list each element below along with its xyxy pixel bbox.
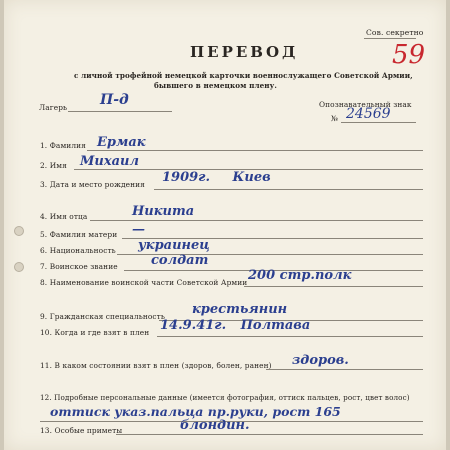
camp-line [68,111,172,112]
field-value-nationality: украинец [138,238,210,253]
document-subtitle-2: бывшего в немецком плену. [154,81,277,90]
field-label-marks: 13. Особые приметы [40,426,123,435]
field-label-profession: 9. Гражданская специальность [40,312,165,321]
field-line-surname [87,150,423,151]
field-line-condition [266,369,423,370]
field-value-condition: здоров. [292,353,349,368]
tag-value: 24569 [346,106,391,122]
tag-line [341,122,416,123]
field-label-personal: 12. Подробные персональные данные (имеется фотография, оттиск пальцев, рост, цвет волос) [40,393,410,402]
field-value-captured: 14.9.41г. Полтава [160,318,311,333]
field-label-nationality: 6. Национальность [40,246,116,255]
field-value-marks: блондин. [180,418,250,433]
page-number: 59 [392,40,426,70]
field-line-marks [116,434,423,435]
field-line-captured [157,336,423,337]
document-page [4,0,446,450]
field-value-father: Никита [132,204,195,219]
field-value-rank: солдат [151,253,209,268]
tag-no-label: № [331,114,339,123]
tag-label: Опознавательный знак [319,100,412,109]
field-label-captured: 10. Когда и где взят в плен [40,328,150,337]
field-label-unit: 8. Наименование воинской части Советской Армии [40,278,248,287]
document-subtitle-1: с личной трофейной немецкой карточки военнослужащего Советской Армии, [74,71,413,80]
field-label-father: 4. Имя отца [40,212,88,221]
field-value-birth: 1909г. Киев [162,170,271,185]
secret-stamp: Сов. секретно [366,28,424,37]
field-line-father [90,220,423,221]
field-value-profession: крестьянин [192,302,288,317]
camp-label: Лагерь [39,103,68,112]
field-value-surname: Ермак [97,135,146,150]
punch-hole [14,226,24,236]
field-label-surname: 1. Фамилия [40,141,86,150]
field-label-mother: 5. Фамилия матери [40,230,118,239]
secret-underline [364,38,416,39]
field-value-mother: — [132,222,145,237]
field-label-name: 2. Имя [40,161,67,170]
field-value-name: Михаил [80,154,139,169]
field-line-unit [244,286,423,287]
field-line-birth [154,189,423,190]
field-label-condition: 11. В каком состоянии взят в плен (здоров, болен, ранен) [40,361,272,370]
punch-hole [14,262,24,272]
field-label-rank: 7. Воинское звание [40,262,118,271]
field-label-birth: 3. Дата и место рождения [40,180,145,189]
document-title: ПЕРЕВОД [190,43,299,61]
field-value-unit: 200 стр.полк [248,268,352,283]
camp-value: П-д [100,92,129,108]
field-value-personal: оттиск указ.пальца пр.руки, рост 165 [50,404,341,419]
